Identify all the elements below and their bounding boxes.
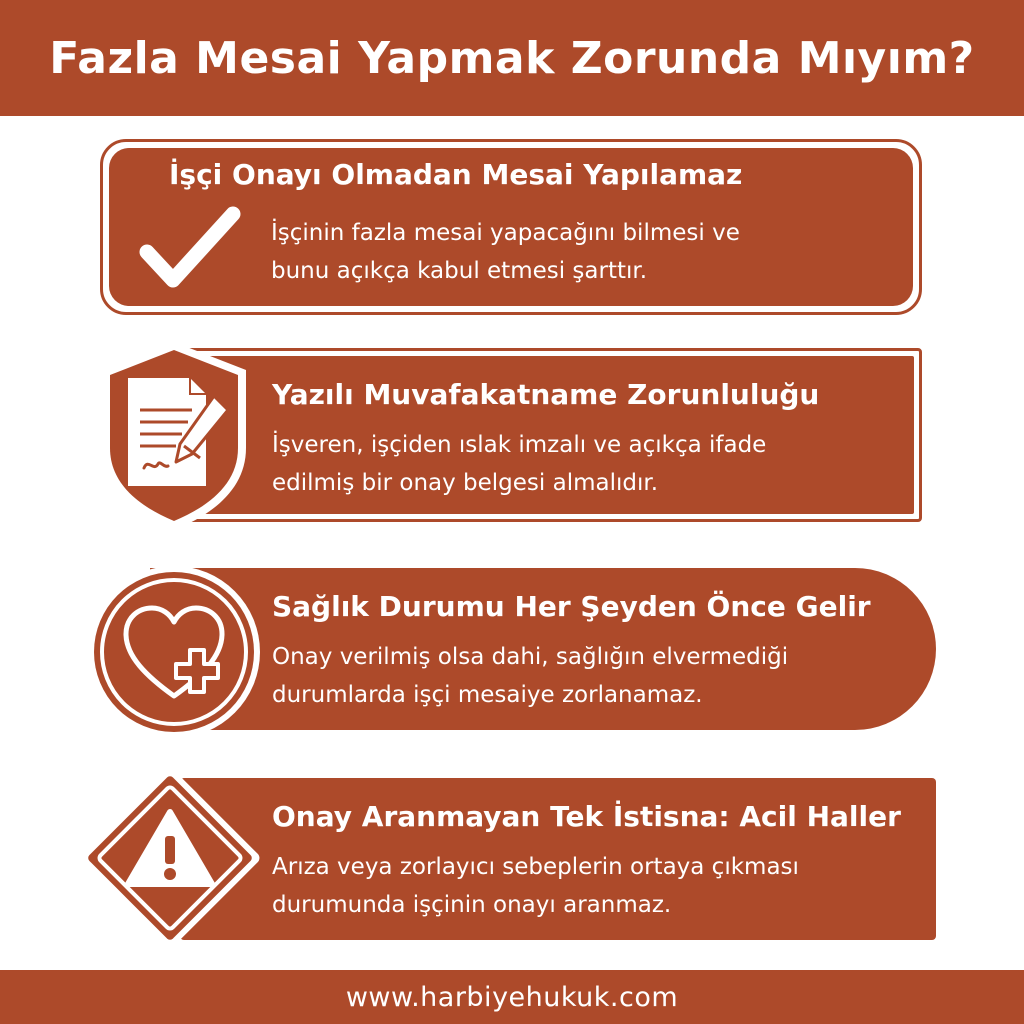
checkmark-icon — [137, 206, 241, 292]
card-2-description — [272, 426, 766, 502]
card-1-desc-line-1: İşçinin fazla mesai yapacağını bilmesi ve — [271, 220, 740, 246]
card-3-desc-line-1: Onay verilmiş olsa dahi, sağlığın elvermediği — [272, 644, 789, 670]
card-2 — [186, 356, 914, 514]
card-3-title: Sağlık Durumu Her Şeyden Önce Gelir — [272, 590, 871, 623]
card-4-desc-line-2: durumunda işçinin onayı aranmaz. — [272, 892, 672, 918]
footer-bar — [0, 970, 1024, 1024]
card-2-desc-line-1: İşveren, işçiden ıslak imzalı ve açıkça ifade — [272, 432, 767, 458]
card-4-title: Onay Aranmayan Tek İstisna: Acil Haller — [272, 800, 901, 833]
heart-plus-icon — [86, 564, 262, 740]
card-3-description — [272, 638, 788, 714]
card-1-title: İşçi Onayı Olmadan Mesai Yapılamaz — [169, 158, 743, 191]
signed-document-shield-icon — [96, 338, 252, 534]
card-2-desc-line-2: edilmiş bir onay belgesi almalıdır. — [272, 470, 659, 496]
card-4 — [180, 778, 936, 940]
card-1-description — [271, 214, 740, 290]
card-4-description — [272, 848, 799, 924]
card-3 — [150, 568, 936, 730]
card-1 — [109, 148, 913, 306]
card-2-title: Yazılı Muvafakatname Zorunluluğu — [272, 378, 820, 411]
card-1-desc-line-2: bunu açıkça kabul etmesi şarttır. — [271, 258, 648, 284]
warning-triangle-icon — [72, 760, 268, 956]
card-4-desc-line-1: Arıza veya zorlayıcı sebeplerin ortaya çıkması — [272, 854, 799, 880]
website-link[interactable]: www.harbiyehukuk.com — [345, 981, 679, 1013]
card-3-desc-line-2: durumlarda işçi mesaiye zorlanamaz. — [272, 682, 703, 708]
page-title: Fazla Mesai Yapmak Zorunda Mıyım? — [49, 32, 975, 84]
